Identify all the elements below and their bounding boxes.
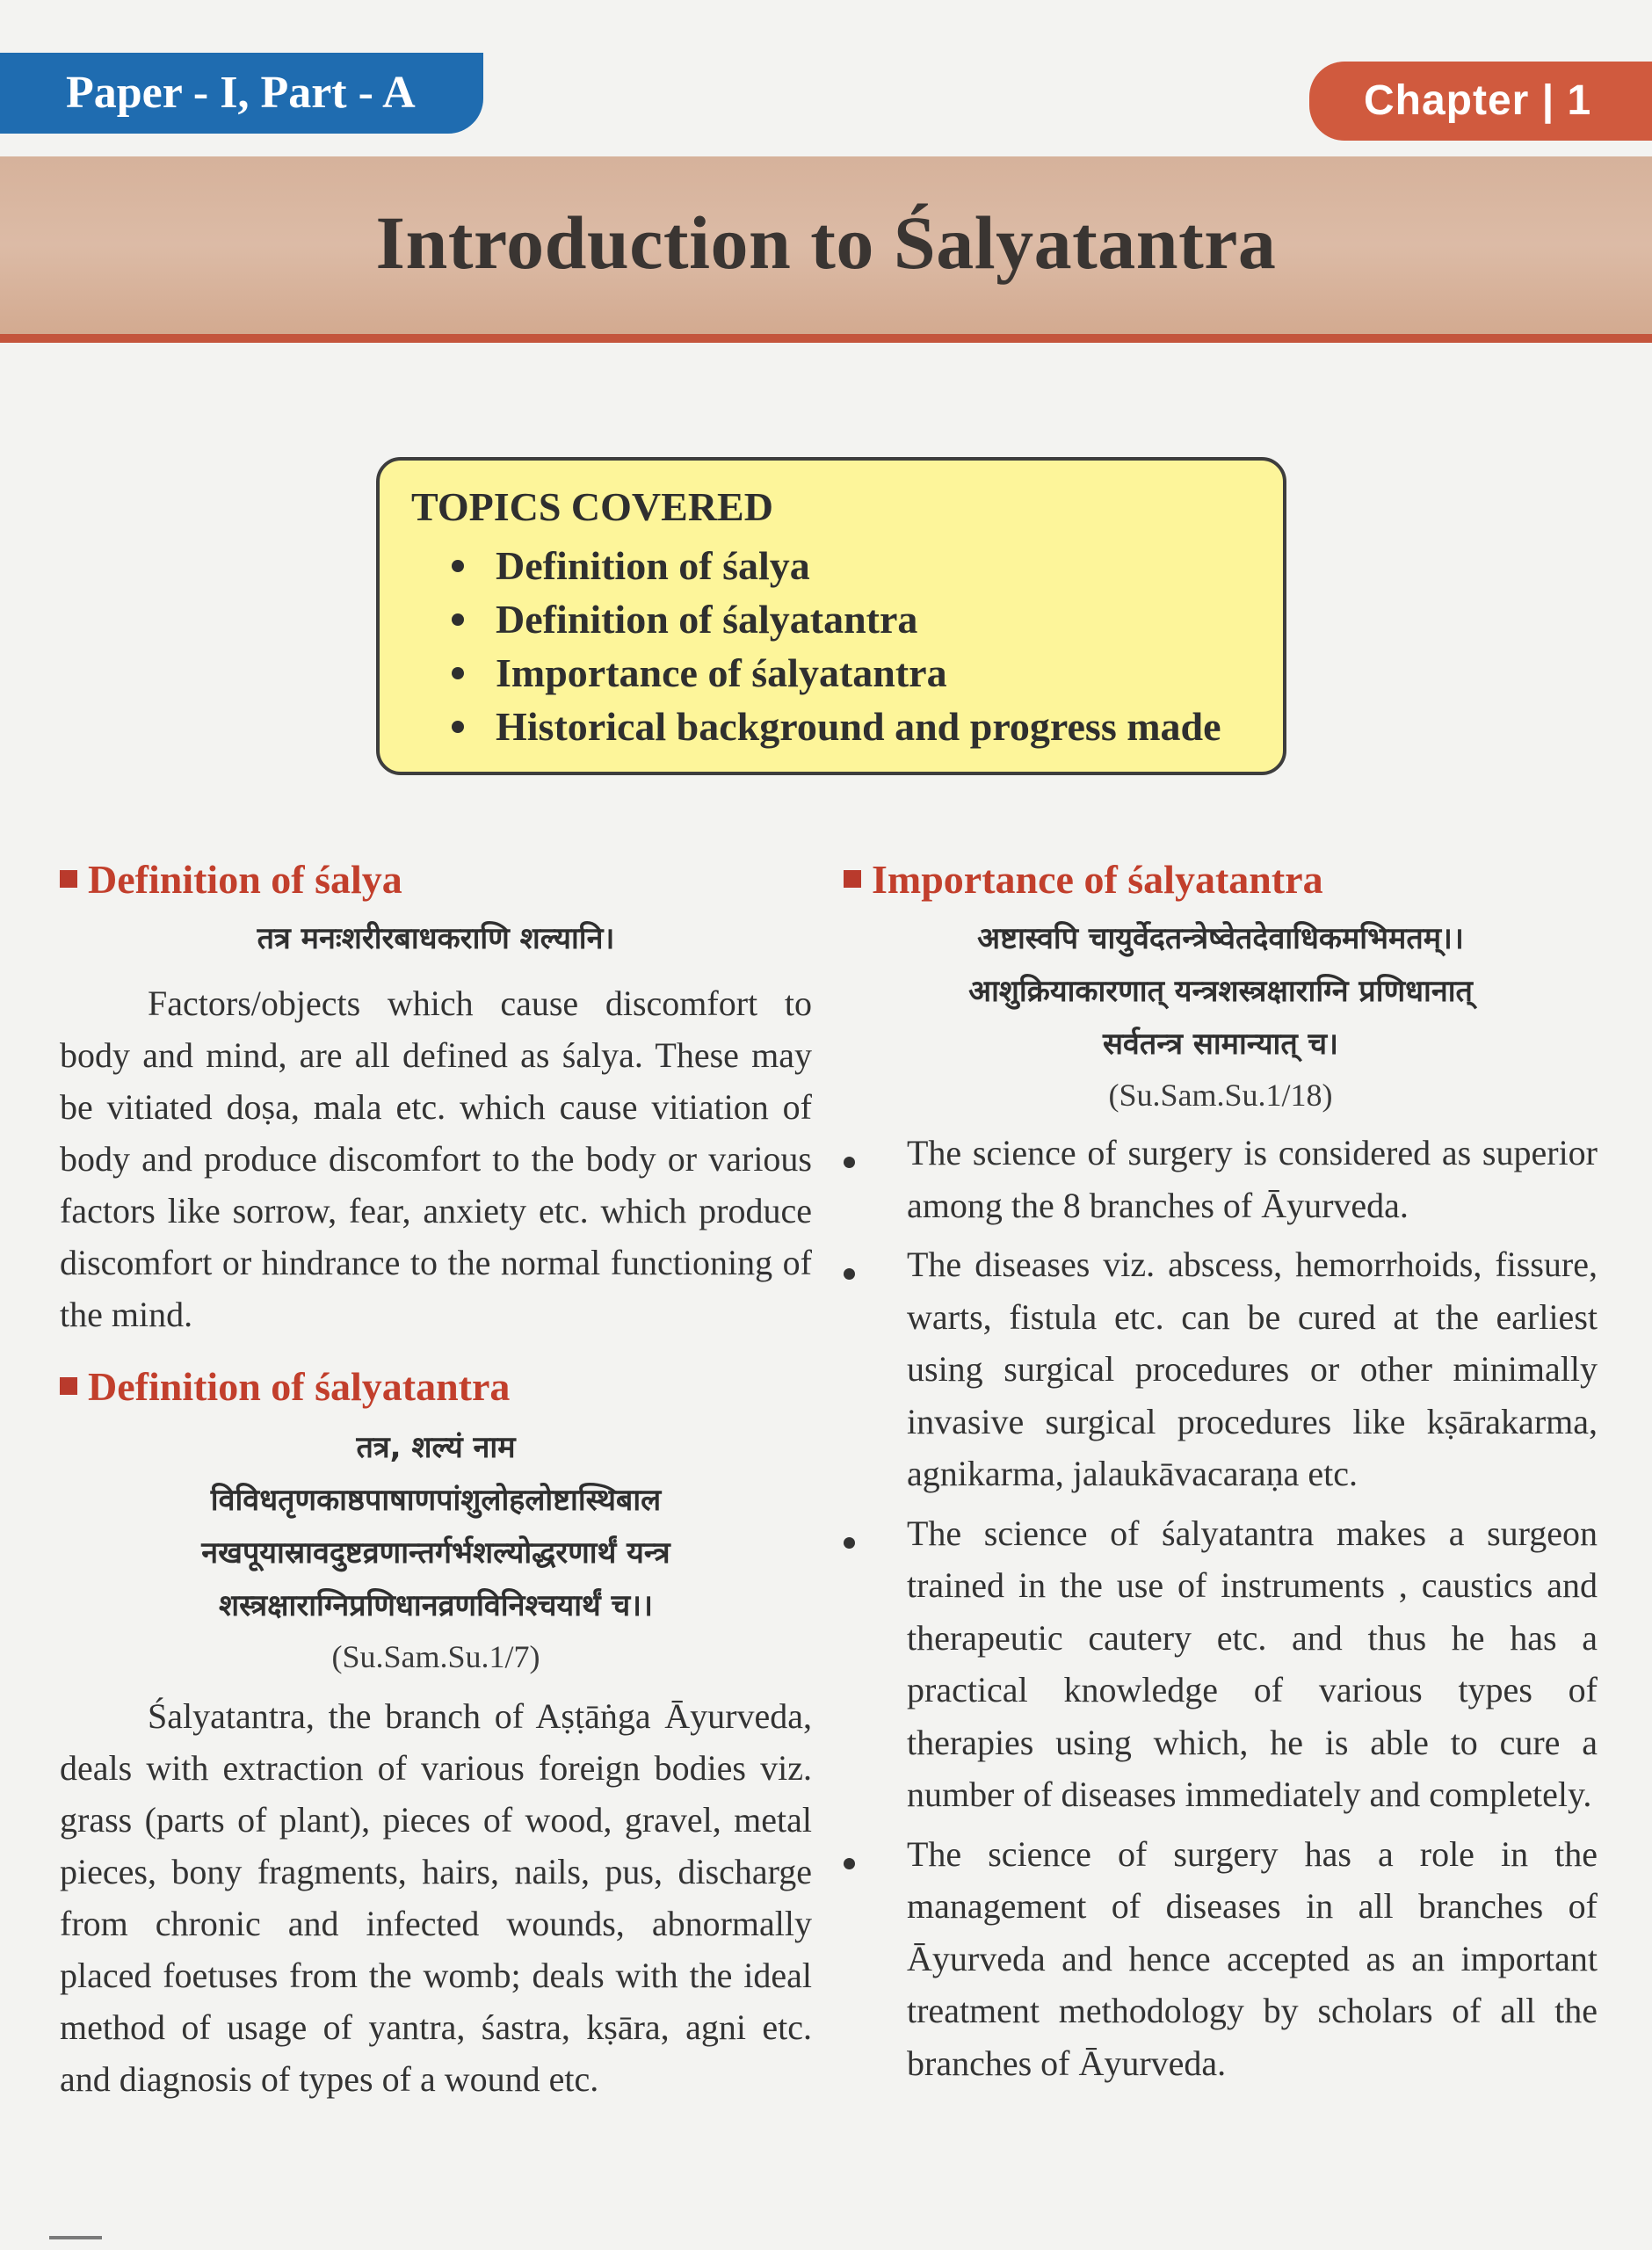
right-column xyxy=(844,853,1598,2096)
sanskrit-verse-line: अष्टास्वपि चायुर्वेदतन्त्रेष्वेतदेवाधिकमभिमतम्।। xyxy=(977,921,1464,956)
topics-box xyxy=(376,457,1286,775)
bullet-icon xyxy=(844,1858,855,1869)
list-item-text: The diseases viz. abscess, hemorrhoids, fissure, warts, fistula etc. can be cured at the earliest using surgical procedures or other minimally invasive surgical procedures like kṣārakarma, agnikarma, jalaukāvacaraṇa etc. xyxy=(907,1245,1598,1493)
list-item xyxy=(844,1828,1598,2090)
section-heading-salyatantra xyxy=(60,1360,812,1412)
topic-text: Definition of śalya xyxy=(496,543,810,588)
left-column xyxy=(60,853,812,2105)
sanskrit-verse-line: शस्त्रक्षाराग्निप्रणिधानव्रणविनिश्चयार्थं च।। xyxy=(219,1588,653,1623)
bullet-icon xyxy=(452,667,464,679)
topics-list xyxy=(411,539,1283,753)
sanskrit-verse-line: विविधतृणकाष्ठपाषाणपांशुलोहलोष्टास्थिबाल xyxy=(210,1483,662,1518)
topic-text: Historical background and progress made xyxy=(496,704,1221,749)
list-item xyxy=(844,1507,1598,1821)
square-bullet-icon xyxy=(844,870,861,888)
square-bullet-icon xyxy=(60,1377,77,1395)
topic-text: Definition of śalyatantra xyxy=(496,597,918,642)
list-item-text: The science of surgery has a role in the management of diseases in all branches of Āyurveda and hence accepted as an important treatment methodology by scholars of all the branches of Āyurveda. xyxy=(907,1833,1598,2083)
square-bullet-icon xyxy=(60,870,77,888)
topic-item xyxy=(434,646,1283,700)
sanskrit-verse-line: तत्र, शल्यं नाम xyxy=(356,1430,516,1465)
sanskrit-verse: तत्र मनःशरीरबाधकराणि शल्यानि। xyxy=(257,921,615,956)
sanskrit-verse-line: सर्वतन्त्र सामान्यात् च। xyxy=(1102,1027,1339,1062)
chapter-label: Chapter | 1 xyxy=(1309,62,1652,141)
list-item-text: The science of śalyatantra makes a surgeon trained in the use of instruments , caustics and therapeutic cautery etc. and thus he has a practical knowledge of various types of therapies using which, he is able to cure a number of diseases immediately and completely. xyxy=(907,1513,1598,1814)
page-title: Introduction to Śalyatantra xyxy=(375,200,1277,285)
bullet-icon xyxy=(452,613,464,626)
citation: (Su.Sam.Su.1/18) xyxy=(1108,1078,1333,1113)
definition-salyatantra-text: Śalyatantra, the branch of Aṣṭāṅga Āyurveda, deals with extraction of various foreign bodies viz. grass (parts of plant), pieces of wood, gravel, metal pieces, bony fragments, hairs, nails, pus, discharge from chronic and infected wounds, abnormally placed foetuses from the womb; deals with the ideal method of usage of yantra, śastra, kṣāra, agni etc. and diagnosis of types of a wound etc. xyxy=(60,1696,812,2099)
sanskrit-verse-line: नखपूयास्रावदुष्टव्रणान्तर्गर्भशल्योद्धरणार्थं यन्त्र xyxy=(201,1535,670,1571)
heading-text: Importance of śalyatantra xyxy=(872,856,1323,902)
bullet-icon xyxy=(452,560,464,572)
citation: (Su.Sam.Su.1/7) xyxy=(331,1639,540,1674)
topic-item xyxy=(434,700,1283,753)
sanskrit-verse-line: आशुक्रियाकारणात् यन्त्रशस्त्रक्षाराग्नि प्रणिधानात् xyxy=(968,974,1473,1009)
topic-text: Importance of śalyatantra xyxy=(496,650,947,695)
importance-list xyxy=(844,1127,1598,2089)
list-item xyxy=(844,1127,1598,1231)
bullet-icon xyxy=(844,1157,855,1168)
heading-text: Definition of śalyatantra xyxy=(88,1363,511,1409)
bullet-icon xyxy=(452,721,464,733)
paper-label: Paper - I, Part - A xyxy=(0,53,483,134)
heading-text: Definition of śalya xyxy=(88,856,402,902)
bullet-icon xyxy=(844,1537,855,1549)
section-heading-importance xyxy=(844,853,1598,905)
list-item-text: The science of surgery is considered as superior among the 8 branches of Āyurveda. xyxy=(907,1133,1598,1225)
topics-heading: TOPICS COVERED xyxy=(411,484,773,529)
bullet-icon xyxy=(844,1268,855,1280)
section-heading-salya xyxy=(60,853,812,905)
topic-item xyxy=(434,592,1283,646)
page-footer-mark xyxy=(49,2236,102,2250)
topic-item xyxy=(434,539,1283,592)
list-item xyxy=(844,1238,1598,1500)
definition-salya-text: Factors/objects which cause discomfort to body and mind, are all defined as śalya. These may be vitiated doṣa, mala etc. which cause vitiation of body and produce discomfort to the body or various factors like sorrow, fear, anxiety etc. which produce discomfort or hindrance to the normal functioning of the mind. xyxy=(60,983,812,1334)
